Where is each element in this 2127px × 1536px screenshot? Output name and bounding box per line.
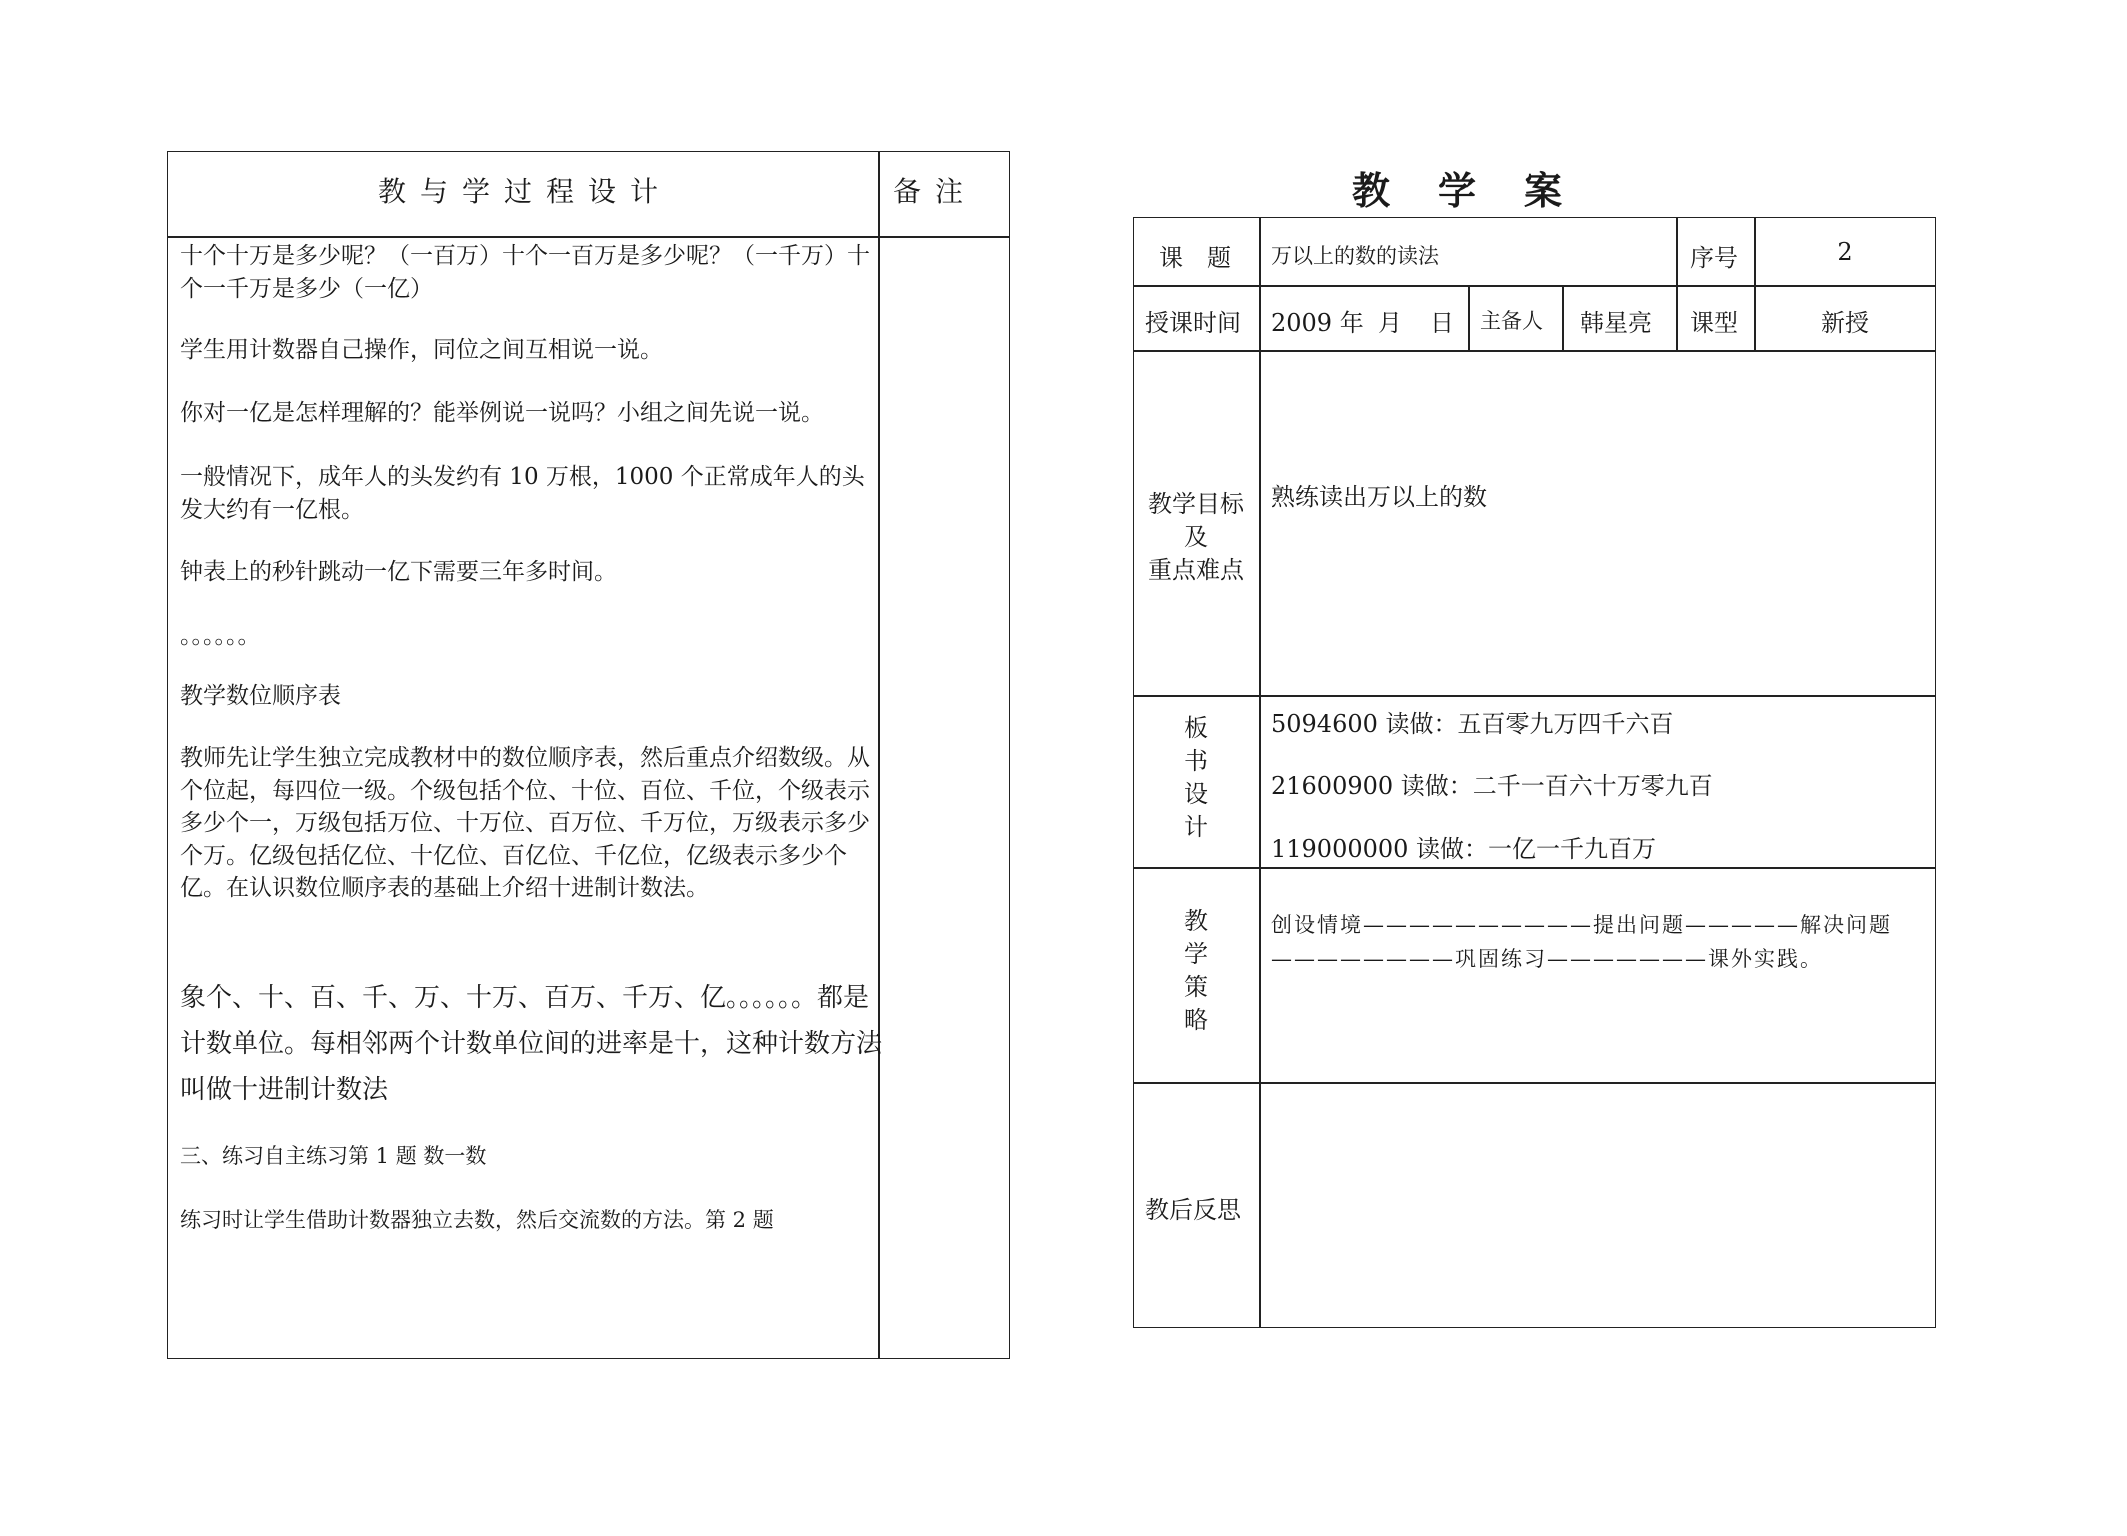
goals-label-line2: 及 xyxy=(1184,523,1208,551)
goals-label xyxy=(1133,488,1259,587)
board-line-1: 5094600 读做：五百零九万四千六百 xyxy=(1271,710,1674,738)
row-line-1 xyxy=(1133,285,1936,287)
paragraph-11: 练习时让学生借助计数器独立去数，然后交流数的方法。第 2 题 xyxy=(180,1208,774,1232)
strategy-label-char-2: 学 xyxy=(1184,940,1208,968)
paragraph-9: 象个、十、百、千、万、十万、百万、千万、亿。。。。。。都是计数单位。每相邻两个计数单位间的进率是十，这种计数方法叫做十进制计数法 xyxy=(180,983,883,1105)
paragraph-6: 。。。。。。 xyxy=(180,623,261,649)
header-row-divider xyxy=(167,236,1010,238)
strategy-content: 创设情境——————————提出问题—————解决问题————————巩固练习———————课外实践。 xyxy=(1271,913,1892,971)
paragraph-2: 学生用计数器自己操作，同位之间互相说一说。 xyxy=(180,337,663,363)
row2-divider-b xyxy=(1562,285,1564,350)
strategy-label xyxy=(1133,905,1259,1037)
process-design-heading: 教与学过程设计 xyxy=(378,175,673,208)
class-time-year: 2009 年 xyxy=(1271,309,1364,337)
sequence-value: 2 xyxy=(1837,238,1853,266)
strategy-label-char-4: 略 xyxy=(1184,1006,1208,1034)
label-column-divider xyxy=(1259,217,1261,1328)
goals-label-line3: 重点难点 xyxy=(1148,556,1244,584)
goals-label-line1: 教学目标 xyxy=(1148,490,1244,518)
sequence-label: 序号 xyxy=(1690,244,1738,272)
row-line-2 xyxy=(1133,350,1936,352)
board-label-char-3: 设 xyxy=(1184,780,1208,808)
topic-label: 课 题 xyxy=(1159,244,1231,272)
paragraph-1: 十个十万是多少呢？（一百万）十个一百万是多少呢？（一千万）十个一千万是多少（一亿） xyxy=(180,243,870,302)
board-label-char-2: 书 xyxy=(1184,747,1208,775)
row-line-4 xyxy=(1133,867,1936,869)
remarks-heading: 备注 xyxy=(893,175,978,208)
paragraph-8: 教师先让学生独立完成教材中的数位顺序表，然后重点介绍数级。从个位起，每四位一级。个级包括个位、十位、百位、千位，个级表示多少个一，万级包括万位、十万位、百万位、千万位，万级表示多少个万。亿级包括亿位、十亿位、百亿位、千亿位，亿级表示多少个亿。在认识数位顺序表的基础上介绍十进制计数法。 xyxy=(180,745,870,901)
lesson-type-label: 课型 xyxy=(1690,309,1738,337)
board-label-char-1: 板 xyxy=(1184,714,1208,742)
board-line-3: 119000000 读做：一亿一千九百万 xyxy=(1271,835,1657,863)
strategy-label-char-3: 策 xyxy=(1184,973,1208,1001)
topic-value: 万以上的数的读法 xyxy=(1271,244,1439,268)
class-time-label: 授课时间 xyxy=(1145,309,1241,337)
paragraph-5: 钟表上的秒针跳动一亿下需要三年多时间。 xyxy=(180,559,617,585)
paragraph-3: 你对一亿是怎样理解的？能举例说一说吗？小组之间先说一说。 xyxy=(180,400,824,426)
reflection-label: 教后反思 xyxy=(1145,1196,1241,1224)
lesson-type-value: 新授 xyxy=(1821,309,1869,337)
preparer-label: 主备人 xyxy=(1480,309,1543,333)
lesson-plan-title: 教学案 xyxy=(1352,168,1611,213)
row1-divider-a xyxy=(1676,217,1678,350)
board-design-label xyxy=(1133,712,1259,844)
paragraph-10: 三、练习自主练习第 1 题 数一数 xyxy=(180,1144,487,1168)
class-time-day: 日 xyxy=(1430,309,1454,337)
strategy-label-char-1: 教 xyxy=(1184,907,1208,935)
board-line-2: 21600900 读做：二千一百六十万零九百 xyxy=(1271,772,1713,800)
goals-content: 熟练读出万以上的数 xyxy=(1271,483,1487,511)
paragraph-4: 一般情况下，成年人的头发约有 10 万根，1000 个正常成年人的头发大约有一亿根。 xyxy=(180,464,865,523)
preparer-value: 韩星亮 xyxy=(1580,309,1652,337)
row2-divider-a xyxy=(1468,285,1470,350)
row-line-3 xyxy=(1133,695,1936,697)
row-line-5 xyxy=(1133,1082,1936,1084)
class-time-month: 月 xyxy=(1378,309,1402,337)
paragraph-7: 教学数位顺序表 xyxy=(180,683,341,709)
board-label-char-4: 计 xyxy=(1184,813,1208,841)
